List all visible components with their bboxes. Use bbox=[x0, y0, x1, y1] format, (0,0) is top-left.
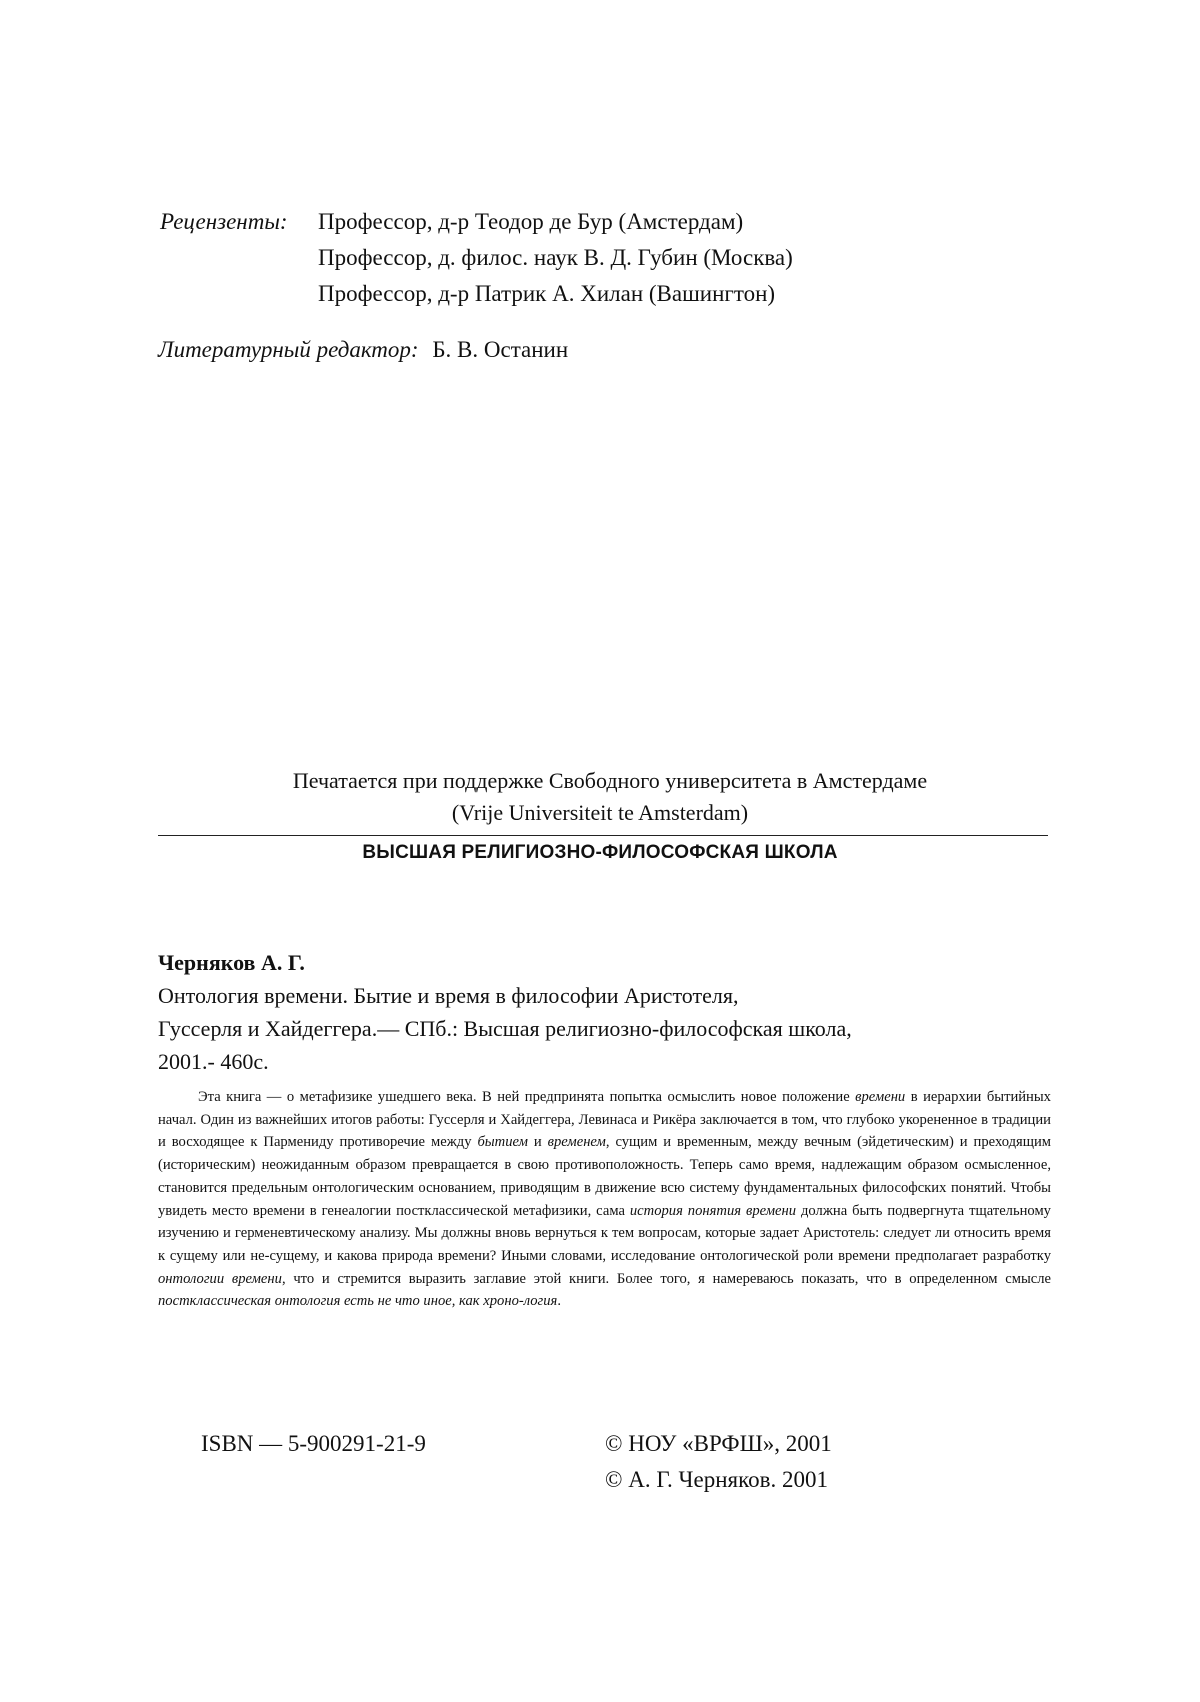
abstract-text: Эта книга — о метафизике ушедшего века. В ней предпринята попытка осмыслить новое положение bbox=[198, 1089, 856, 1105]
title-line-3: 2001.- 460с. bbox=[158, 1049, 269, 1074]
abstract-emphasis: временем bbox=[547, 1134, 606, 1151]
support-line-2: (Vrije Universiteit te Amsterdam) bbox=[451, 800, 749, 825]
abstract-text: и bbox=[527, 1134, 548, 1151]
reviewers-label: Рецензенты: bbox=[160, 209, 288, 234]
reviewer-line-2: Профессор, д. филос. наук В. Д. Губин (Москва) bbox=[318, 245, 793, 270]
abstract-text: , сущим и временным, между вечным (эйдетическим) и преходящим (историческим) неожиданным образом превращается в свою противоположность. Теперь само время, надлежащим образом осмысленное, становится предельным онтологическим основанием, приводящим в движение всю систему фундаментальных философских понятий. Чтобы увидеть место времени в генеалогии постклассической метафизики, сама bbox=[158, 1134, 1051, 1219]
abstract-emphasis: история понятия времени bbox=[629, 1202, 797, 1219]
reviewer-line-3: Профессор, д-р Патрик А. Хилан (Вашингтон) bbox=[318, 281, 776, 306]
isbn: ISBN — 5-900291-21-9 bbox=[201, 1431, 426, 1456]
title-line-1: Онтология времени. Бытие и время в философии Аристотеля, bbox=[158, 983, 739, 1008]
bibliographic-entry bbox=[158, 946, 1048, 1078]
abstract-text: , что и стремится выразить заглавие этой книги. Более того, я намереваюсь показать, что в определенном смысле bbox=[281, 1270, 1051, 1287]
reviewer-line-1: Профессор, д-р Теодор де Бур (Амстердам) bbox=[318, 209, 744, 234]
abstract-text: в иерархии бытийных начал. Один из важнейших итогов работы: Гуссерля и Хайдеггера, Левинаса и Рикёра заключается в том, что глубоко укорененное в традиции и восходящее к Пармениду противоречие между bbox=[158, 1089, 1051, 1151]
author: Черняков А. Г. bbox=[158, 950, 305, 975]
school-name: ВЫСШАЯ РЕЛИГИОЗНО-ФИЛОСОФСКАЯ ШКОЛА bbox=[362, 842, 838, 863]
divider-rule bbox=[158, 835, 1048, 836]
reviewers-block bbox=[0, 205, 1200, 315]
abstract-text: должна быть подвергнута тщательному изучению и герменевтическому анализу. Мы должны вновь вернуться к тем вопросам, которые задает Аристотель: следует ли относить время к сущему или не-сущему, и какова природа времени? Иными словами, исследование онтологической роли времени предполагает разработку bbox=[158, 1202, 1051, 1264]
editor-label: Литературный редактор: bbox=[158, 337, 419, 362]
abstract-emphasis: постклассическая онтология есть не что иное, как хроно-логия bbox=[158, 1293, 558, 1310]
copyright-line-2: © А. Г. Черняков. 2001 bbox=[605, 1467, 828, 1492]
abstract-emphasis: бытием bbox=[477, 1134, 528, 1151]
abstract-emphasis: времени bbox=[855, 1089, 906, 1105]
abstract bbox=[158, 1086, 1051, 1313]
title-line-2: Гуссерля и Хайдеггера.— СПб.: Высшая религиозно-философская школа, bbox=[158, 1016, 852, 1041]
literary-editor bbox=[158, 333, 568, 367]
support-line-1: Печатается при поддержке Свободного университета в Амстердаме bbox=[292, 768, 928, 793]
abstract-emphasis: онтологии времени bbox=[158, 1270, 282, 1287]
copyright-line-1: © НОУ «ВРФШ», 2001 bbox=[605, 1431, 832, 1456]
abstract-text: . bbox=[557, 1293, 561, 1310]
editor-name: Б. В. Останин bbox=[432, 337, 569, 362]
